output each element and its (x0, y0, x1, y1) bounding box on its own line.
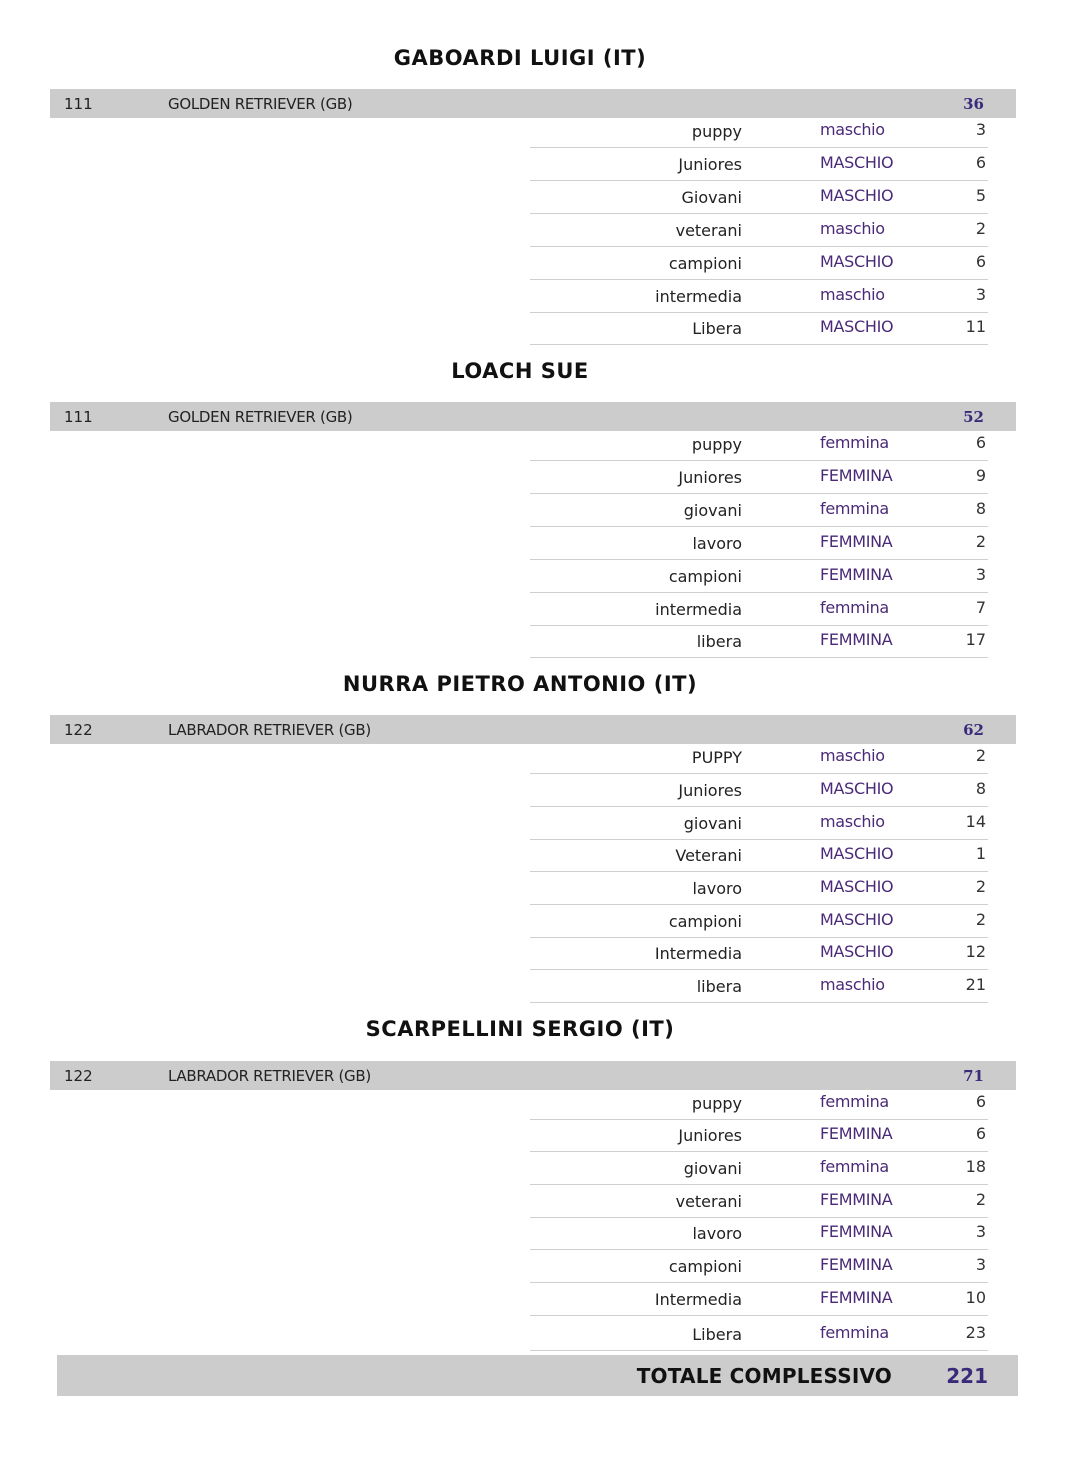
entry-count: 9 (975, 466, 986, 485)
breed-name: LABRADOR RETRIEVER (GB) (168, 721, 371, 739)
class-row (530, 1249, 988, 1283)
class-row (530, 114, 988, 148)
class-row (530, 936, 988, 970)
sex-label: maschio (820, 746, 885, 765)
entry-count: 2 (975, 219, 986, 238)
class-row (530, 246, 988, 280)
grand-total-label: TOTALE COMPLESSIVO (636, 1364, 892, 1388)
entry-count: 11 (965, 317, 986, 336)
class-name: Intermedia (654, 1290, 742, 1309)
entry-count: 6 (975, 1124, 986, 1143)
class-row (530, 311, 988, 345)
class-name: lavoro (692, 534, 742, 553)
class-name: campioni (668, 1257, 742, 1276)
class-row (530, 559, 988, 593)
breed-total: 71 (963, 1067, 984, 1085)
sex-label: FEMMINA (820, 466, 893, 485)
class-row (530, 1151, 988, 1185)
entry-count: 3 (975, 120, 986, 139)
class-name: Juniores (678, 781, 742, 800)
breed-name: LABRADOR RETRIEVER (GB) (168, 1067, 371, 1085)
entry-count: 6 (975, 433, 986, 452)
class-name: giovani (683, 814, 742, 833)
sex-label: maschio (820, 285, 885, 304)
class-row (530, 279, 988, 313)
sex-label: femmina (820, 433, 889, 452)
class-row (530, 147, 988, 181)
sex-label: femmina (820, 499, 889, 518)
entry-count: 2 (975, 877, 986, 896)
sex-label: femmina (820, 598, 889, 617)
breed-code: 111 (64, 408, 93, 426)
sex-label: MASCHIO (820, 153, 894, 172)
sex-label: MASCHIO (820, 317, 894, 336)
sex-label: FEMMINA (820, 565, 893, 584)
class-name: Intermedia (654, 944, 742, 963)
class-name: puppy (691, 1094, 742, 1113)
class-name: giovani (683, 1159, 742, 1178)
sex-label: maschio (820, 120, 885, 139)
entry-count: 2 (975, 1190, 986, 1209)
class-name: Juniores (678, 1126, 742, 1145)
entry-count: 18 (965, 1157, 986, 1176)
sex-label: MASCHIO (820, 877, 894, 896)
class-row (530, 624, 988, 658)
judge-name: SCARPELLINI SERGIO (IT) (365, 1017, 675, 1041)
sex-label: FEMMINA (820, 1255, 893, 1274)
class-row (530, 1086, 988, 1120)
sex-label: FEMMINA (820, 1190, 893, 1209)
sex-label: MASCHIO (820, 252, 894, 271)
entry-count: 23 (965, 1323, 986, 1342)
entry-count: 3 (975, 1255, 986, 1274)
class-name: Veterani (675, 846, 742, 865)
entry-count: 10 (965, 1288, 986, 1307)
sex-label: FEMMINA (820, 1124, 893, 1143)
judge-name: GABOARDI LUIGI (IT) (393, 46, 647, 70)
grand-total-value: 221 (946, 1364, 988, 1388)
class-row (530, 1184, 988, 1218)
class-row (530, 1216, 988, 1250)
class-row (530, 904, 988, 938)
class-row (530, 740, 988, 774)
class-row (530, 1118, 988, 1152)
class-row (530, 773, 988, 807)
sex-label: maschio (820, 975, 885, 994)
class-row (530, 460, 988, 494)
class-row (530, 213, 988, 247)
entry-count: 6 (975, 153, 986, 172)
class-name: lavoro (692, 1224, 742, 1243)
class-name: campioni (668, 912, 742, 931)
sex-label: maschio (820, 219, 885, 238)
class-row (530, 838, 988, 872)
sex-label: maschio (820, 812, 885, 831)
class-name: lavoro (692, 879, 742, 898)
class-name: veterani (675, 1192, 742, 1211)
entry-count: 14 (965, 812, 986, 831)
class-name: intermedia (655, 287, 742, 306)
sex-label: femmina (820, 1157, 889, 1176)
breed-name: GOLDEN RETRIEVER (GB) (168, 95, 353, 113)
breed-total: 62 (963, 721, 984, 739)
class-name: campioni (668, 567, 742, 586)
sex-label: MASCHIO (820, 779, 894, 798)
entry-count: 6 (975, 1092, 986, 1111)
entry-count: 17 (965, 630, 986, 649)
class-name: Libera (692, 319, 742, 338)
entry-count: 12 (965, 942, 986, 961)
sex-label: MASCHIO (820, 186, 894, 205)
entry-count: 21 (965, 975, 986, 994)
class-row (530, 592, 988, 626)
class-name: puppy (691, 122, 742, 141)
sex-label: femmina (820, 1323, 889, 1342)
sex-label: FEMMINA (820, 1288, 893, 1307)
breed-code: 122 (64, 1067, 93, 1085)
sex-label: MASCHIO (820, 942, 894, 961)
breed-code: 122 (64, 721, 93, 739)
class-row (530, 806, 988, 840)
class-row (530, 1282, 988, 1316)
sex-label: FEMMINA (820, 532, 893, 551)
class-name: campioni (668, 254, 742, 273)
entry-count: 6 (975, 252, 986, 271)
class-row (530, 180, 988, 214)
class-row (530, 493, 988, 527)
class-row (530, 427, 988, 461)
class-name: veterani (675, 221, 742, 240)
class-name: Libera (692, 1325, 742, 1344)
breed-total: 52 (963, 408, 984, 426)
entry-count: 7 (975, 598, 986, 617)
sex-label: MASCHIO (820, 844, 894, 863)
breed-code: 111 (64, 95, 93, 113)
class-name: Juniores (678, 468, 742, 487)
class-row (530, 1317, 988, 1351)
entry-count: 1 (975, 844, 986, 863)
class-name: giovani (683, 501, 742, 520)
entry-count: 2 (975, 532, 986, 551)
class-row (530, 526, 988, 560)
class-name: libera (696, 977, 742, 996)
class-name: PUPPY (691, 748, 742, 767)
class-row (530, 871, 988, 905)
entry-count: 8 (975, 499, 986, 518)
entry-count: 3 (975, 1222, 986, 1241)
breed-name: GOLDEN RETRIEVER (GB) (168, 408, 353, 426)
grand-total-bar (57, 1355, 1018, 1396)
sex-label: MASCHIO (820, 910, 894, 929)
entry-count: 3 (975, 285, 986, 304)
class-row (530, 969, 988, 1003)
class-name: libera (696, 632, 742, 651)
sex-label: FEMMINA (820, 630, 893, 649)
sex-label: femmina (820, 1092, 889, 1111)
class-name: Juniores (678, 155, 742, 174)
entry-count: 2 (975, 746, 986, 765)
class-name: puppy (691, 435, 742, 454)
entry-count: 3 (975, 565, 986, 584)
entry-count: 8 (975, 779, 986, 798)
class-name: Giovani (681, 188, 742, 207)
entry-count: 2 (975, 910, 986, 929)
judge-name: LOACH SUE (451, 359, 589, 383)
entry-count: 5 (975, 186, 986, 205)
sex-label: FEMMINA (820, 1222, 893, 1241)
judge-name: NURRA PIETRO ANTONIO (IT) (342, 672, 698, 696)
breed-total: 36 (963, 95, 984, 113)
class-name: intermedia (655, 600, 742, 619)
